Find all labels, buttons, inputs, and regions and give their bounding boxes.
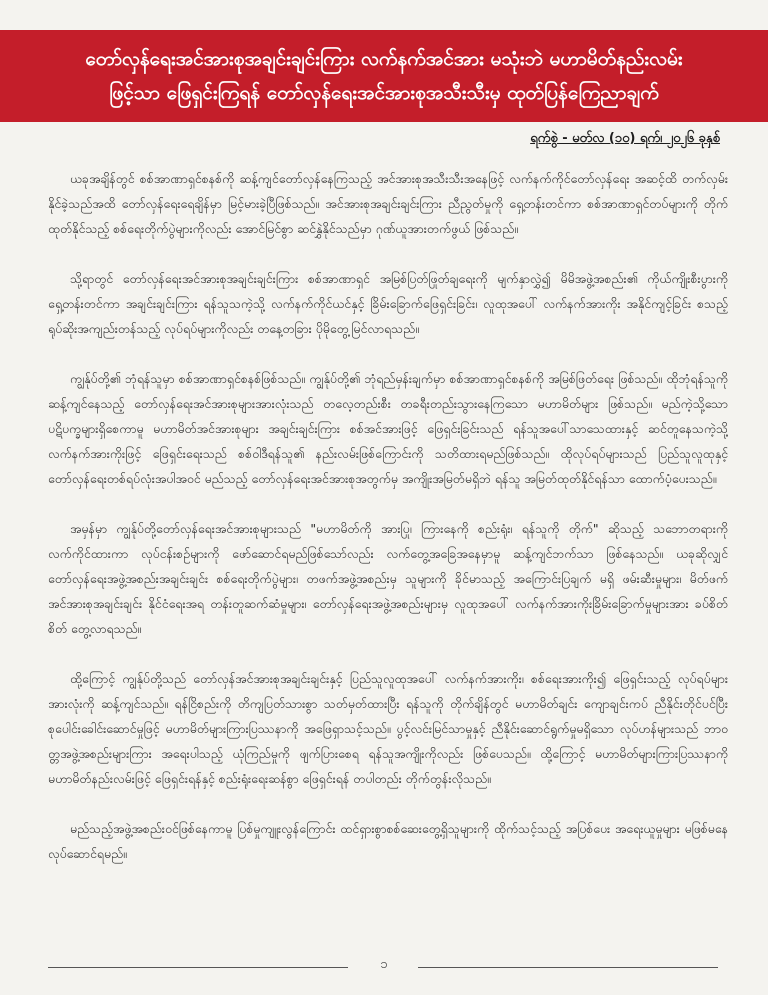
paragraph: သို့ရာတွင် တော်လှန်ရေးအင်အားစုအချင်းချင်းကြား စစ်အာဏာရှင် အမြစ်ပြတ်ဖြုတ်ချရေးကို မျက်နှာလွှဲ၍ မိမိအဖွဲ့အစည်း၏ ကိုယ်ကျိုးစီးပွားကို ရှေ့တန်းတင်ကာ အချင်းချင်းကြား ရန်သူသကဲ့သို့ လက်နက်ကိုင်ယင်နှင့် ခြိမ်းခြောက်ဖြေရှင်းခြင်း၊ လူထုအပေါ် လက်နက်အားကိုး အနိုင်ကျင့်ခြင်း စသည့် ရုပ်ဆိုးအကျည်းတန်သည့် လုပ်ရပ်များကိုလည်း တနေ့တခြား ပိုမိုတွေ့မြင်လာရသည်။ xyxy=(48,271,728,336)
paragraph: အမှန်မှာ ကျွန်ုပ်တို့တော်လှန်ရေးအင်အားစုများသည် "မဟာမိတ်ကို အားပြု၊ ကြားနေကို စည်းရုံး၊ ရန်သူကို တိုက်" ဆိုသည့် သဘောတရားကို လက်ကိုင်ထားကာ လုပ်ငန်းစဉ်များကို ဖော်ဆောင်ရမည်ဖြစ်သော်လည်း လက်တွေ့အခြေအနေမှာမူ ဆန့်ကျင်ဘက်သာ ဖြစ်နေသည်။ ယခုဆိုလျှင် တော်လှန်ရေးအဖွဲ့အစည်းအချင်းချင်း စစ်ရေးတိုက်ပွဲများ၊ တဖက်အဖွဲ့အစည်းမှ သူများကို ခိုင်မာသည့် အကြောင်းပြချက် မရှိ ဖမ်းဆီးမှုများ၊ မိတ်ဖက်အင်အားစုအချင်းချင်း နိုင်ငံရေးအရ တန်းတူဆက်ဆံမှုများ၊ တော်လှန်ရေးအဖွဲ့အစည်းများမှ လူထုအပေါ် လက်နက်အားကိုးခြိမ်းခြောက်မှုများအား ခပ်စိတ်စိတ် တွေ့လာရသည်။ xyxy=(48,521,728,636)
title-banner xyxy=(0,30,768,122)
title-line-1: တော်လှန်ရေးအင်အားစုအချင်းချင်းကြား လက်နက်အင်အား မသုံးဘဲ မဟာမိတ်နည်းလမ်း xyxy=(85,48,683,70)
paragraph: ကျွန်ုပ်တို့၏ ဘုံရန်သူမှာ စစ်အာဏာရှင်စနစ်ဖြစ်သည်။ ကျွန်ုပ်တို့၏ ဘုံရည်မှန်းချက်မှာ စစ်အာဏာရှင်စနစ်ကို အမြစ်ဖြတ်ရေး ဖြစ်သည်။ ထိုဘုံရန်သူကို ဆန့်ကျင်နေသည့် တော်လှန်ရေးအင်အားစုများအားလုံးသည် တလေ့တည်းစီး တခရီးတည်းသွားနေကြသော မဟာမိတ်များ ဖြစ်သည်။ မည်ကဲ့သို့သော ပဋိပက္ခများရှိစေကာမူ မဟာမိတ်အင်အားစုများ အချင်းချင်းကြား စစ်အင်အားဖြင့် ဖြေရှင်းခြင်းသည် ရန်သူအပေါ်သာသေထားနှင့် ဆင်တူနေသကဲ့သို့ လက်နက်အားကိုးဖြင့် ဖြေရှင်းရေးသည် စစ်ဝါဒီရန်သူ၏ နည်းလမ်းဖြစ်ကြောင်းကို သတိထားရမည်ဖြစ်သည်။ ထိုလုပ်ရပ်များသည် ပြည်သူလူထုနှင့် တော်လှန်ရေးတစ်ရပ်လုံးအပါအဝင် မည်သည့် တော်လှန်ရေးအင်အားစုအတွက်မှ အကျိုးအမြတ်မရှိဘဲ ရန်သူ အမြတ်ထုတ်နိုင်ရန်သာ ထောက်ပံ့ပေးသည်။ xyxy=(48,371,728,486)
paragraph: မည်သည့်အဖွဲ့အစည်းဝင်ဖြစ်နေကာမူ ပြစ်မှုကျူးလွန်ကြောင်း ထင်ရှားစွာစစ်ဆေးတွေ့ရှိသူများကို ထိုက်သင့်သည့် အပြစ်ပေး အရေးယူမှုများ မဖြစ်မနေလုပ်ဆောင်ရမည်။ xyxy=(48,821,728,861)
footer-divider-right xyxy=(418,967,718,968)
statement-body xyxy=(48,166,728,891)
statement-date: ရက်စွဲ - မတ်လ (၁၀) ရက်၊ ၂၀၂၆ ခုနှစ် xyxy=(530,131,720,146)
title-line-2: ဖြင့်သာ ဖြေရှင်းကြရန် တော်လှန်ရေးအင်အားစုအသီးသီးမှ ထုတ်ပြန်ကြေညာချက် xyxy=(109,82,659,104)
paragraph: ယခုအချိန်တွင် စစ်အာဏာရှင်စနစ်ကို ဆန့်ကျင်တော်လှန်နေကြသည့် အင်အားစုအသီးသီးအနေဖြင့် လက်နက်ကိုင်တော်လှန်ရေး အဆင့်ထိ တက်လှမ်းနိုင်ခဲ့သည်အထိ တော်လှန်ရေးရေချိန်မှာ မြင့်မားခဲ့ပြီဖြစ်သည်။ အင်အားစုအချင်းချင်းကြား ညီညွတ်မှုကို ရှေ့တန်းတင်ကာ စစ်အာဏာရှင်တပ်များကို တိုက်ထုတ်နိုင်သည့် စစ်ရေးတိုက်ပွဲများကိုလည်း အောင်မြင်စွာ ဆင်နွှဲနိုင်သည်မှာ ဂုဏ်ယူအားတက်ဖွယ် ဖြစ်သည်။ xyxy=(48,171,728,236)
paragraph: ထို့ကြောင့် ကျွန်ုပ်တို့သည် တော်လှန်အင်အားစုအချင်းချင်းနှင့် ပြည်သူလူထုအပေါ် လက်နက်အားကိုး၊ စစ်ရေးအားကိုး၍ ဖြေရှင်းသည့် လုပ်ရပ်များအားလုံးကို ဆန့်ကျင်သည်။ ရန်ငြိစည်းကို တိကျပြတ်သားစွာ သတ်မှတ်ထားပြီး ရန်သူကို တိုက်ချိန်တွင် မဟာမိတ်ချင်း ကျောချင်းကပ် ညီနိုင်းတိုင်ပင်ပြီး စုပေါင်းခေါင်းဆောင်မှုဖြင့် မဟာမိတ်များကြားပြဿနာကို အဖြေရှာသင့်သည်။ ပွင့်လင်းမြင်သာမှုနှင့် ညီနိုင်းဆောင်ရွက်မှုမရှိသော လုပ်ဟန်များသည် ဘာဝတ္တအဖွဲ့အစည်းများကြား အရေးပါသည့် ယုံကြည်မှုကို ဖျက်ပြားစေရ ရန်သူအကျိုးကိုလည်း ဖြစ်ပေသည်။ ထို့ကြောင့် မဟာမိတ်များကြားပြဿနာကို မဟာမိတ်နည်းလမ်းဖြင့် ဖြေရှင်းရန်နှင့် စည်းရုံးရေးဆန်စွာ ဖြေရှင်းရန် တပါတည်း တိုက်တွန်းလိုသည်။ xyxy=(48,671,728,786)
page-number: ၁ xyxy=(380,957,388,972)
